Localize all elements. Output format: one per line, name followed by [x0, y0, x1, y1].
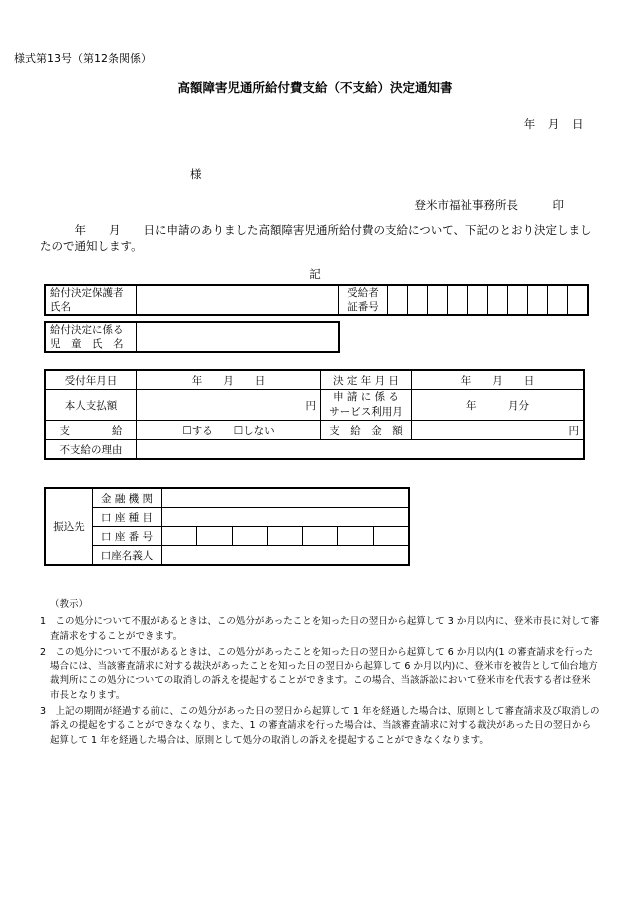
- instruction-item: 1 この処分について不服があるときは、この処分があったことを知った日の翌日から起算して 3 か月以内に、登米市長に対して審査請求をすることができます。: [40, 616, 600, 642]
- reason-label: 不支給の理由: [45, 440, 137, 460]
- recipient-no-digit[interactable]: [388, 285, 408, 315]
- service-month-label-line1: 申 請 に 係 る: [333, 391, 399, 403]
- guardian-label-line2: 氏名: [50, 301, 71, 313]
- service-month-value[interactable]: 年 月分: [412, 390, 585, 421]
- account-no-digit[interactable]: [373, 527, 409, 546]
- recipient-suffix: 様: [190, 167, 202, 181]
- self-pay-label: 本人支払額: [45, 390, 137, 421]
- payment-label: 支 給: [45, 421, 137, 440]
- recipient-no-digit[interactable]: [528, 285, 548, 315]
- instructions-heading: （教示）: [50, 599, 89, 610]
- guardian-name-label: [45, 285, 137, 315]
- recipient-no-digit[interactable]: [488, 285, 508, 315]
- receipt-date-label: 受付年月日: [45, 370, 137, 390]
- account-type-label: 口 座 種 目: [93, 508, 162, 527]
- account-type-field[interactable]: [162, 508, 410, 527]
- decision-date-value[interactable]: 年 月 日: [412, 370, 585, 390]
- yen-unit: 円: [305, 399, 316, 412]
- instructions-section: [40, 598, 600, 750]
- decision-date-label: 決 定 年 月 日: [321, 370, 412, 390]
- account-holder-field[interactable]: [162, 546, 410, 566]
- form-number: 様式第13号（第12条関係）: [14, 52, 152, 65]
- decision-table: [44, 369, 585, 460]
- amount-label: 支 給 金 額: [321, 421, 412, 440]
- intro-text: 年 月 日に申請のありました高額障害児通所給付費の支給について、下記のとおり決定しましたので通知します。: [40, 223, 592, 253]
- recipient-no-digit[interactable]: [428, 285, 448, 315]
- issue-date: 年 月 日: [523, 117, 584, 131]
- recipient-no-label-line1: 受給者: [347, 287, 379, 299]
- recipient-no-digit[interactable]: [448, 285, 468, 315]
- instruction-item: 3 上記の期間が経過する前に、この処分があった日の翌日から起算して 1 年を経過した場合は、原則として審査請求及び取消しの訴えの提起をすることができなくなり、また、1 の審査請求を行った場合は、当該審査請求に対する裁決があった日の翌日から起算して 1 年を経過した場合は、原則として処分の取消しの訴えを提起することができなくなります。: [40, 706, 600, 746]
- account-holder-label: 口座名義人: [93, 546, 162, 566]
- bank-field[interactable]: [162, 488, 410, 508]
- service-month-label: [321, 390, 412, 421]
- account-no-digit[interactable]: [232, 527, 267, 546]
- issuer: 登米市福祉事務所長 印: [414, 198, 564, 212]
- payment-options[interactable]: ☐する ☐しない: [137, 421, 321, 440]
- recipient-no-digit[interactable]: [568, 285, 589, 315]
- account-no-digit[interactable]: [338, 527, 373, 546]
- amount-yen-unit: 円: [568, 424, 579, 437]
- receipt-date-value[interactable]: 年 月 日: [137, 370, 321, 390]
- instruction-item: 2 この処分について不服があるときは、この処分があったことを知った日の翌日から起算して 6 か月以内(1 の審査請求を行った場合には、当該審査請求に対する裁決があったことを知った日の翌日から起算して 6 か月以内)に、登米市を被告として仙台地方裁判所にこの処分についての取消しの訴えを提起することができます。この場合、当該訴訟において登米市を代表する者は登米市長となります。: [40, 646, 598, 701]
- reason-field[interactable]: [137, 440, 585, 460]
- child-name-field[interactable]: [137, 322, 340, 352]
- child-name-label: [45, 322, 137, 352]
- account-no-label: 口 座 番 号: [93, 527, 162, 546]
- child-table: [44, 321, 340, 353]
- recipient-no-digit[interactable]: [468, 285, 488, 315]
- transfer-table: [44, 487, 410, 566]
- child-label-line2: 児 童 氏 名: [50, 338, 124, 350]
- bank-label: 金 融 機 関: [93, 488, 162, 508]
- guardian-label-line1: 給付決定保護者: [50, 287, 124, 299]
- guardian-table: [44, 284, 589, 316]
- ki-heading: 記: [309, 267, 321, 281]
- self-pay-value[interactable]: [137, 390, 321, 421]
- service-month-label-line2: サービス利用月: [329, 406, 403, 418]
- recipient-no-digit[interactable]: [548, 285, 568, 315]
- guardian-name-field[interactable]: [137, 285, 339, 315]
- account-no-digit[interactable]: [197, 527, 232, 546]
- account-no-digit[interactable]: [267, 527, 302, 546]
- recipient-no-digit[interactable]: [508, 285, 528, 315]
- transfer-label: 振込先: [45, 488, 93, 565]
- recipient-no-label: [339, 285, 388, 315]
- document-title: 高額障害児通所給付費支給（不支給）決定通知書: [177, 80, 453, 95]
- account-no-digit[interactable]: [303, 527, 338, 546]
- account-no-digit[interactable]: [162, 527, 197, 546]
- recipient-no-label-line2: 証番号: [347, 301, 379, 313]
- recipient-no-digit[interactable]: [408, 285, 428, 315]
- child-label-line1: 給付決定に係る: [50, 324, 124, 336]
- amount-value[interactable]: [412, 421, 585, 440]
